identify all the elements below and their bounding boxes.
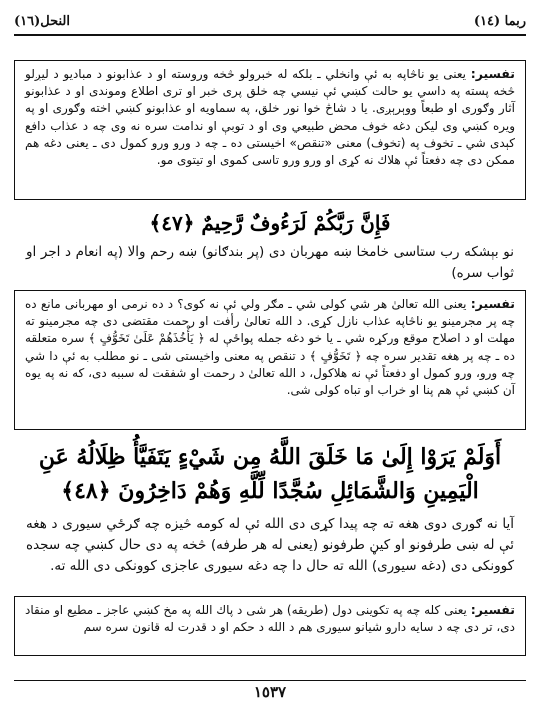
tafseer-label: تفسير:	[470, 66, 515, 81]
tafseer-text-1	[15, 61, 525, 171]
tafseer-body: يعنى الله تعالىٰ هر شي كولى شي ـ مګر ولي ئې نه كوى؟ د ده نرمى او مهربانى مانع ده چه پر مجرمينو يو ناڅاپه عذاب نازل كړى. د الله تعالىٰ رأفت او رحمت مقتضى دى چه مجرمينو ته مهلت او د اصلاح موقع وركړه شي ـ يا خو دغه جمله پواځې له ﴿ يَأْخُذَهُمْ عَلَىٰ تَخَوُّفٍ ﴾ سره متعلقه ده ـ چه پر هغه تقدير سره چه ﴿ تَخَوُّفٍ ﴾ د تنقص په معنى واخيستى شى ـ نو مطلب به ئې دا شي چه ورو، ورو كمول او دفعتاً ئې نه هلاكول، د الله تعالىٰ د رحمت او شفقت له سببه دى، كه نه په يوه آن كښي ئې هم پنا او خراب او تباه كولى شى.	[25, 297, 515, 398]
tafseer-label: تفسير:	[470, 296, 515, 311]
footer-rule	[14, 680, 526, 681]
juz-label: ربما (١٤)	[473, 13, 526, 29]
translation-verse-48: آيا نه ګورى دوى هغه ته چه پيدا كړى دى الله ئې له كومه څيزه چه ګرځي سيورى د هغه ئې له ښى طرفونو او كيڼ طرفونو (يعنى له هر طرفه) څخه په دى حال كښي چه سجده كوونكى دى (دغه سيورى) الله ته حال دا چه دغه سيورى عاجزى كوونكى دى الله ته.	[26, 516, 514, 574]
tafseer-box-2	[14, 290, 526, 430]
header-rule	[14, 34, 526, 36]
tafseer-text-3	[15, 597, 525, 638]
tafseer-body: يعنى كله چه په تكوينى دول (طريقه) هر شى د پاك الله په مخ كښي عاجز ـ مطيع او منقاد دى، تر دى چه د سايه دارو شيانو سيورى هم د الله د حكم او د قدرت له قانون سره سم	[25, 603, 515, 635]
tafseer-body: يعنى يو ناڅاپه به ئې وانخلي ـ بلكه له خبرولو څخه وروسته او د عذابونو د مباديو د ليږلو څخه پسته په داسي يو حالت كښي ئې نيسي چه خلق پرى خبر او ترى اطلاع وموندى او د عذابونو آثار وګورى او طبعاً ووېرېږى. يا د شاڅ خوا نور خلق، په سماويه او عذابونو كښي اخته وګورى او په ويره كښي وى ليكن دغه خوف محض طبيعي وى او د توبې او ندامت سره نه وى چه د عذاب دافع كېدى شي ـ تخوف په (تخوف) معنى «تنقص» اخيستى ده ـ چه د ورو ورو كمول دى ـ يعنى دغه هم ممكن دى چه دفعتاً ئې هلاك نه كړى او ورو ورو تاسى كموى او تيتوى مو.	[25, 67, 515, 168]
ayah-verse-47: فَإِنَّ رَبَّكُمْ لَرَءُوفٌ رَّحِيمٌ ﴿٤٧﴾	[149, 211, 391, 235]
tafseer-box-1	[14, 60, 526, 200]
surah-label: النحل(١٦)	[14, 13, 71, 29]
tafseer-label: تفسير:	[470, 602, 515, 617]
page-header	[14, 6, 526, 36]
translation-verse-47: نو بېشكه رب ستاسى خامخا ښه مهربان دى (پر بندګانو) ښه رحم والا (په انعام د اجر او ثواب سره)	[26, 244, 514, 281]
tafseer-box-3	[14, 596, 526, 656]
page-number: ١٥٣٧	[253, 683, 287, 701]
tafseer-text-2	[15, 291, 525, 401]
ayah-verse-48: أَوَلَمْ يَرَوْا إِلَىٰ مَا خَلَقَ اللَّهُ مِن شَيْءٍ يَتَفَيَّأُ ظِلَالُهُ عَنِ الْيَمِينِ وَالشَّمَائِلِ سُجَّدًا لِّلَّهِ وَهُمْ دَاخِرُونَ ﴿٤٨﴾	[38, 444, 502, 504]
